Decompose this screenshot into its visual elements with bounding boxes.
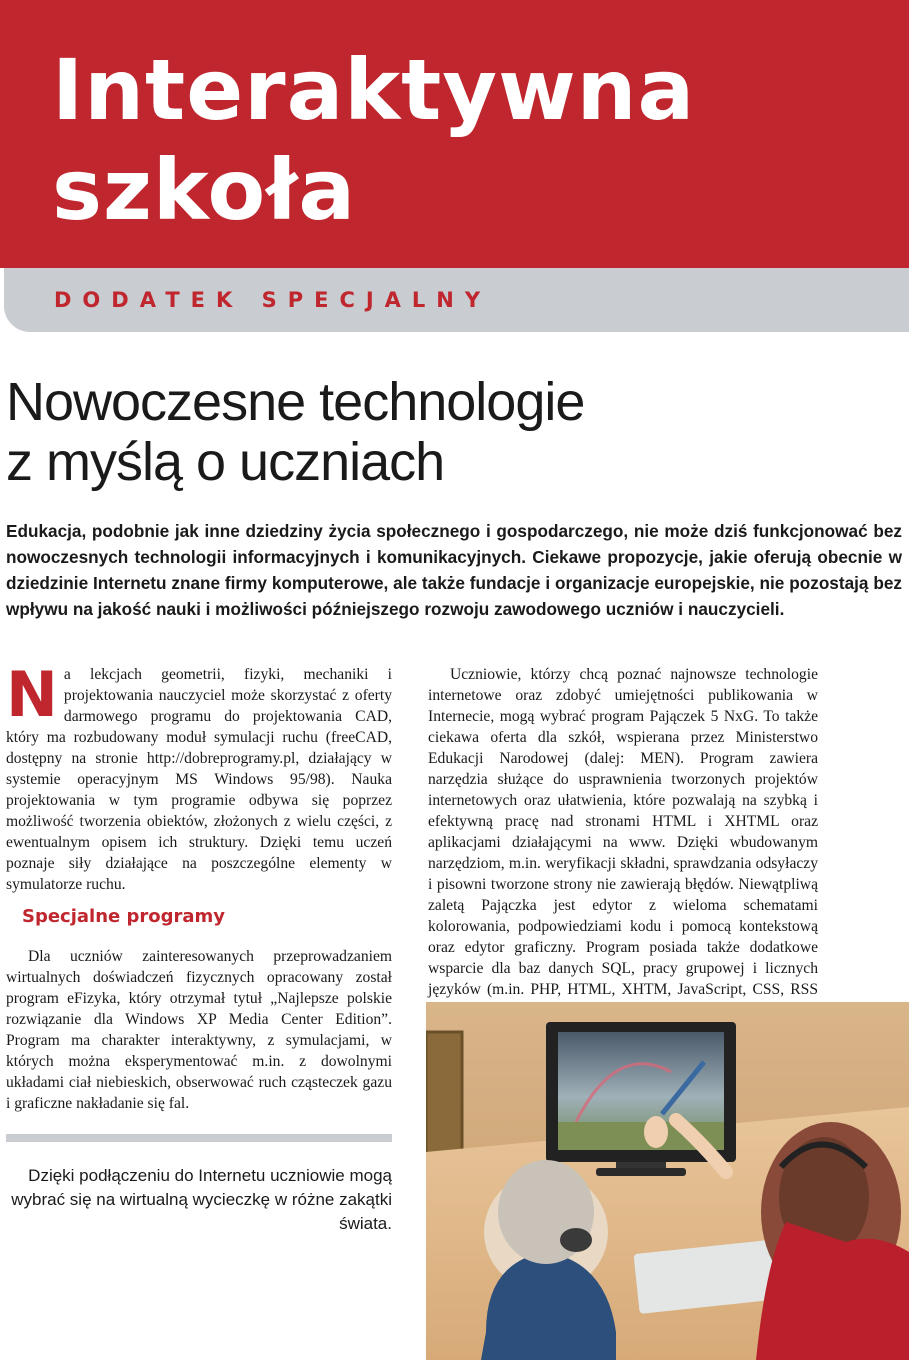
classroom-photo xyxy=(426,1002,909,1360)
caption-divider xyxy=(6,1134,392,1142)
supplement-label: DODATEK SPECJALNY xyxy=(54,288,492,312)
paragraph-1-text: a lekcjach geometrii, fizyki, mechaniki i projektowania nauczyciel może skorzystać z oferty darmowego programu do projektowania CAD, który ma rozbudowany moduł symulacji ruchu (freeCAD, dostępny na stronie http://dobreprogramy.pl, działający w systemie operacyjnym MS Windows 95/98). Nauka projektowania w tym programie odbywa się poprzez możliwość tworzenia obiektów, złożonych z wielu części, z ewentualnym opisem ich struktury. Dzięki temu uczeń poznaje siły działające na poszczególne elementy w symulatorze ruchu. xyxy=(6,666,392,893)
paragraph-1 xyxy=(6,658,392,895)
drop-cap: N xyxy=(6,658,58,731)
paragraph-2: Dla uczniów zainteresowanych przeprowadzaniem wirtualnych doświadczeń fizycznych opracowany został program eFizyka, który otrzymał tytuł „Najlepsze polskie rozwiązanie dla Windows XP Media Center Edition”. Program ma charakter interaktywny, z symulacjami, w których można eksperymentować m.in. z dowolnymi układami ciał niebieskich, obserwować ruch cząsteczek gazu i graficzne nakładanie się fal. xyxy=(6,948,392,1112)
page-title xyxy=(52,40,695,240)
right-column xyxy=(428,664,818,1021)
photo-caption: Dzięki podłączeniu do Internetu uczniowie mogą wybrać się na wirtualną wycieczkę w różne zakątki świata. xyxy=(11,1166,392,1233)
supplement-bar xyxy=(4,268,909,332)
article-lead: Edukacja, podobnie jak inne dziedziny życia społecznego i gospodarczego, nie może dziś funkcjonować bez nowoczesnych technologii informacyjnych i komunikacyjnych. Ciekawe propozycje, jakie oferują obecnie w dziedzinie Internetu znane firmy komputerowe, ale także fundacje i organizacje europejskie, nie pozostają bez wpływu na jakość nauki i możliwości późniejszego rozwoju zawodowego uczniów i nauczycieli. xyxy=(6,521,902,619)
left-column xyxy=(6,658,392,895)
title-line-1: Interaktywna xyxy=(52,41,696,139)
headline-line-1: Nowoczesne technologie xyxy=(6,372,585,432)
paragraph-3: Uczniowie, którzy chcą poznać najnowsze technologie internetowe oraz zdobyć umiejętności publikowania w Internecie, mogą wybrać program Pajączek 5 NxG. To także ciekawa oferta dla szkół, wspierana przez Ministerstwo Edukacji Narodowej (dalej: MEN). Program zawiera narzędzia służące do usprawnienia tworzonych projektów internetowych oraz ułatwienia, które pozwalają na szybką i efektywną pracę nad stronami HTML i XHTML oraz aplikacjami działającymi na www. Dzięki wbudowanym narzędziom, m.in. weryfikacji składni, sprawdzania odsyłaczy i pisowni tworzone strony nie zawierają błędów. Niewątpliwą zaletą Pajączka jest edytor z wieloma schematami kolorowania, podpowiedziami kodu i pomocą kontekstową oraz edytor graficzny. Program posiada także dodatkowe wsparcie dla baz danych SQL, pracy grupowej i licznych języków (m.in. PHP, HTML, XHTM, JavaScript, CSS, RSS xyxy=(428,666,818,998)
article-headline xyxy=(6,372,584,492)
section-subhead: Specjalne programy xyxy=(22,906,226,927)
headline-line-2: z myślą o uczniach xyxy=(6,432,445,492)
left-column-continued xyxy=(6,946,392,1114)
title-line-2: szkoła xyxy=(52,141,357,239)
title-banner xyxy=(0,0,909,268)
